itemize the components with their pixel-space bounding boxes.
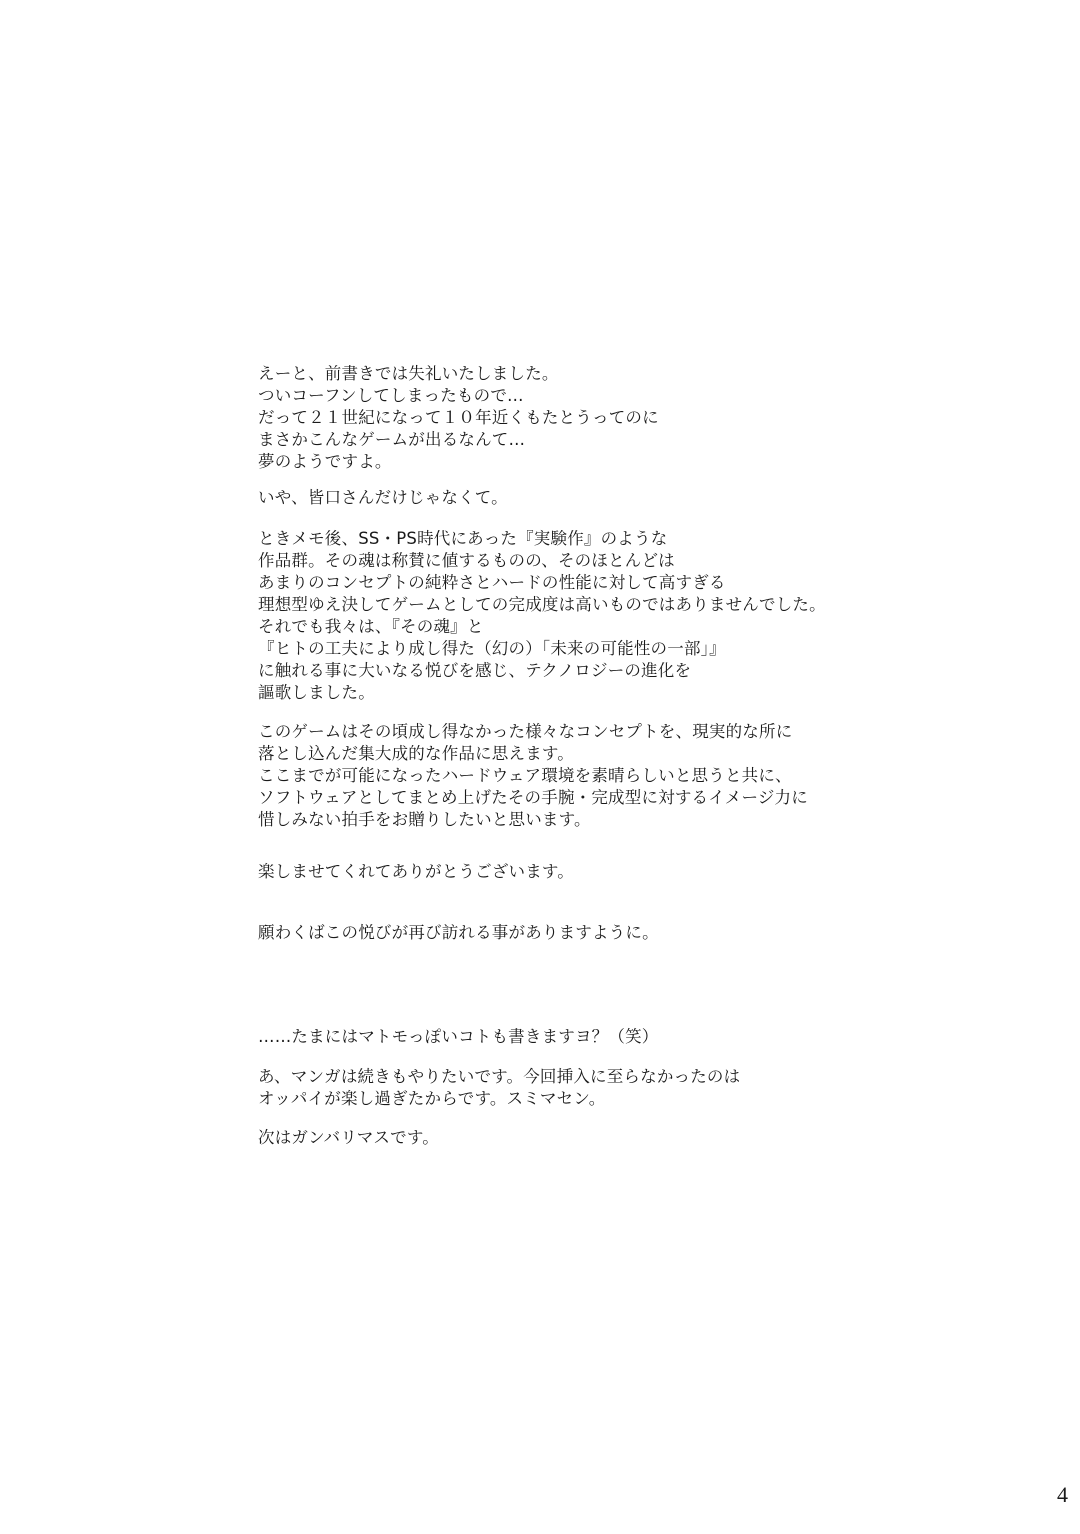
text-line: オッパイが楽し過ぎたからです。スミマセン。 — [258, 1089, 606, 1108]
text-line: 落とし込んだ集大成的な作品に思えます。 — [258, 744, 574, 763]
text-line: ときメモ後、SS・PS時代にあった『実験作』のような — [258, 529, 668, 548]
text-line: あまりのコンセプトの純粋さとハードの性能に対して高すぎる — [258, 573, 726, 592]
text-line: まさかこんなゲームが出るなんて… — [258, 430, 526, 449]
text-line: 作品群。その魂は称賛に値するものの、そのほとんどは — [258, 551, 675, 570]
text-line: だって２１世紀になって１０年近くもたとうってのに — [258, 408, 659, 427]
text-line: えーと、前書きでは失礼いたしました。 — [258, 364, 559, 383]
text-line: それでも我々は、『その魂』と — [258, 617, 484, 636]
text-line: 夢のようですよ。 — [258, 452, 392, 471]
text-line: 次はガンバリマスです。 — [258, 1128, 439, 1147]
text-line: 『ヒトの工夫により成し得た（幻の）「未来の可能性の一部」』 — [258, 639, 726, 658]
text-line: ……たまにはマトモっぽいコトも書きますヨ？（笑） — [258, 1027, 659, 1046]
text-line: いや、皆口さんだけじゃなくて。 — [258, 488, 508, 507]
page-number: 4 — [1057, 1482, 1068, 1507]
text-line: に触れる事に大いなる悦びを感じ、テクノロジーの進化を — [258, 661, 692, 680]
text-line: ついコーフンしてしまったもので… — [258, 386, 524, 405]
text-line: 願わくばこの悦びが再び訪れる事がありますように。 — [258, 923, 659, 942]
text-line: 惜しみない拍手をお贈りしたいと思います。 — [258, 810, 591, 829]
text-line: 楽しませてくれてありがとうございます。 — [258, 862, 574, 881]
text-line: 謳歌しました。 — [258, 683, 375, 702]
text-line: このゲームはその頃成し得なかった様々なコンセプトを、現実的な所に — [258, 722, 793, 741]
text-line: ソフトウェアとしてまとめ上げたその手腕・完成型に対するイメージ力に — [258, 788, 808, 807]
text-line: あ、マンガは続きもやりたいです。今回挿入に至らなかったのは — [258, 1067, 741, 1086]
text-line: 理想型ゆえ決してゲームとしての完成度は高いものではありませんでした。 — [258, 595, 826, 614]
text-line: ここまでが可能になったハードウェア環境を素晴らしいと思うと共に、 — [258, 766, 792, 785]
